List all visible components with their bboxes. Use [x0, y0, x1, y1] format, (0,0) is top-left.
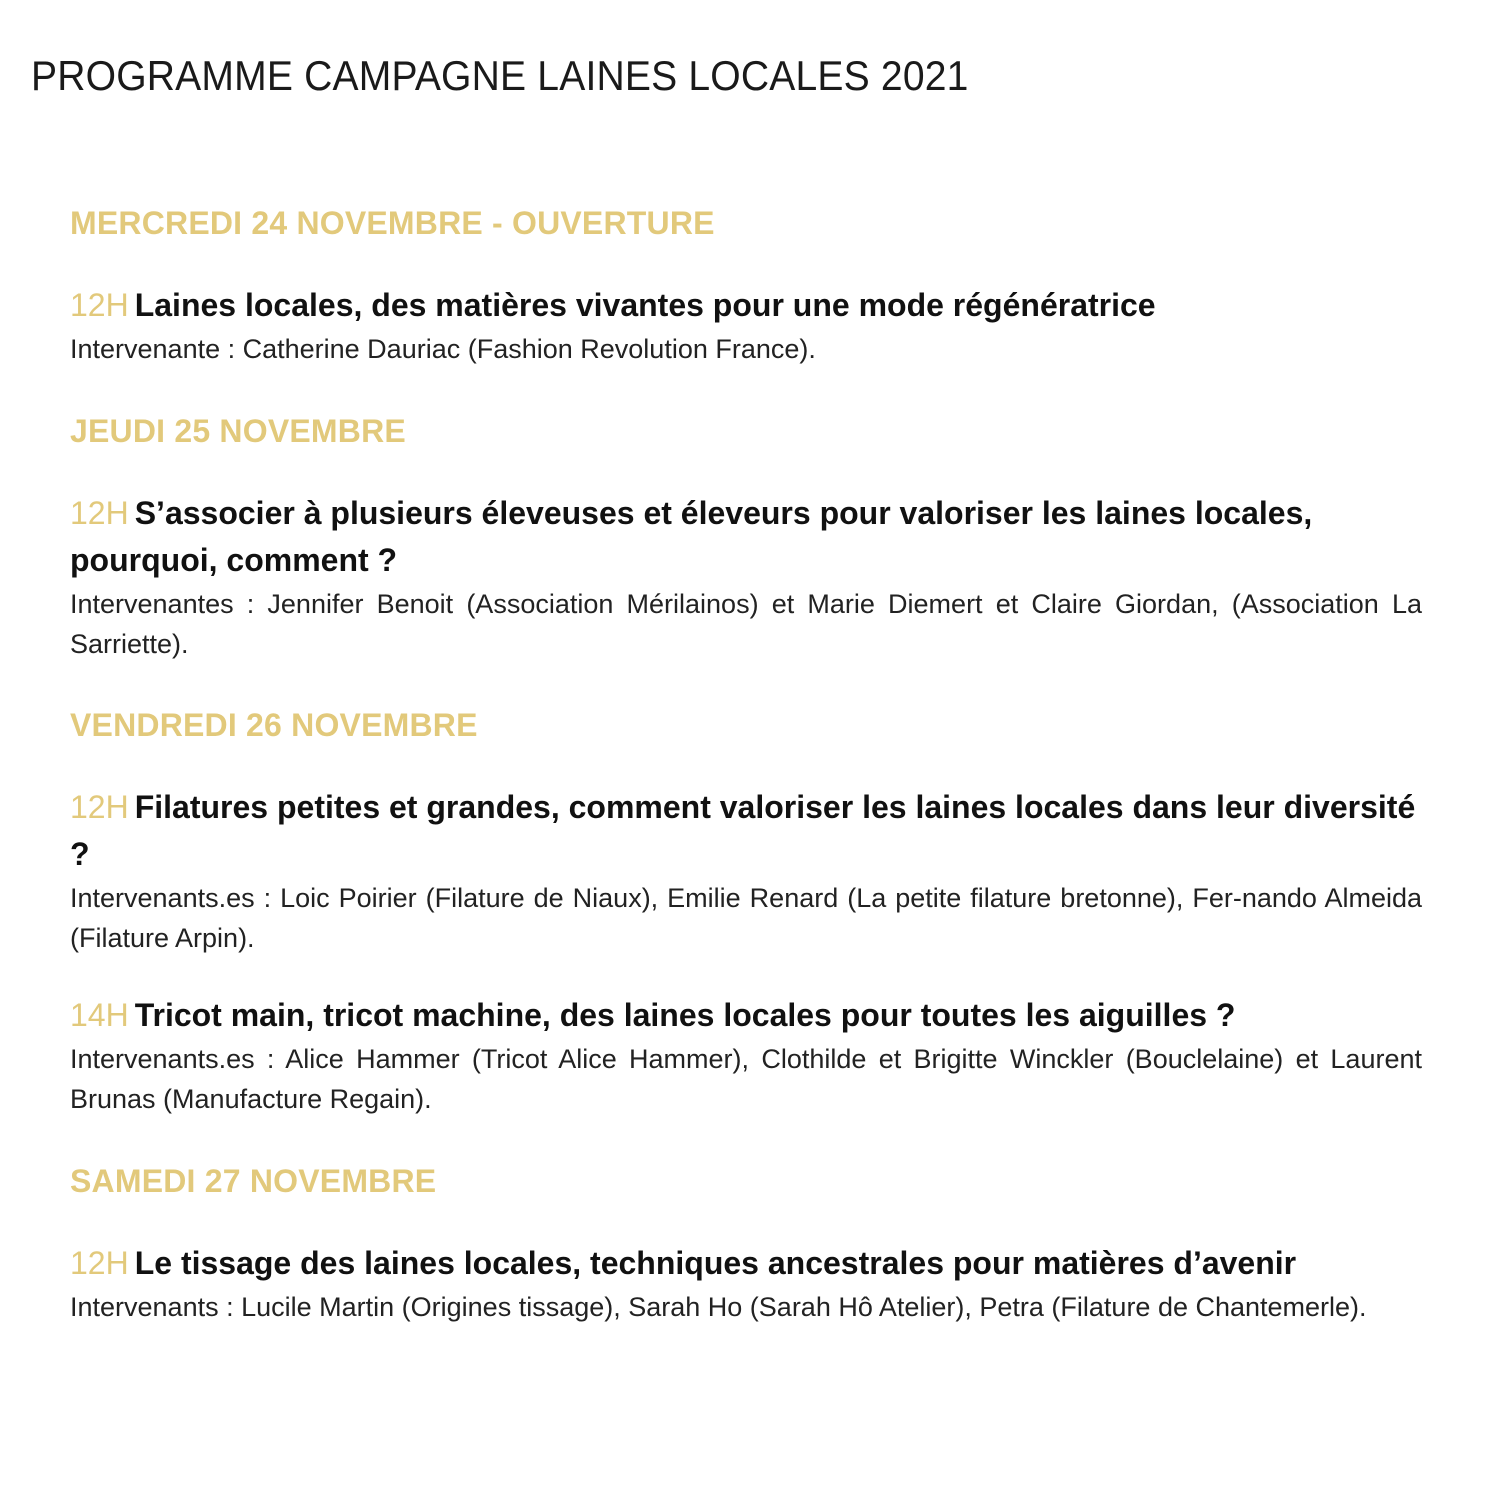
page-title: PROGRAMME CAMPAGNE LAINES LOCALES 2021: [31, 52, 969, 99]
day-heading-wednesday: MERCREDI 24 NOVEMBRE - OUVERTURE: [70, 205, 715, 241]
session-time: 14H: [70, 997, 129, 1033]
session-title: Le tissage des laines locales, techniques ancestrales pour matières d’avenir: [134, 1245, 1297, 1281]
session-time: 12H: [70, 1245, 129, 1281]
session-title: Tricot main, tricot machine, des laines locales pour toutes les aiguilles ?: [134, 997, 1236, 1033]
session-title-line: [70, 992, 1422, 1039]
session-speakers: Intervenante : Catherine Dauriac (Fashion Revolution France).: [70, 334, 816, 364]
session-item: [70, 490, 1422, 664]
session-speakers: Intervenants.es : Alice Hammer (Tricot Alice Hammer), Clothilde et Brigitte Winckler (Bouclelaine) et Laurent Brunas (Manufacture Regain).: [70, 1044, 1422, 1114]
session-speakers: Intervenants : Lucile Martin (Origines tissage), Sarah Ho (Sarah Hô Atelier), Petra (Filature de Chantemerle).: [70, 1292, 1367, 1322]
day-heading-friday: VENDREDI 26 NOVEMBRE: [70, 707, 478, 743]
session-title-line: [70, 490, 1422, 584]
session-title-line: [70, 282, 1422, 329]
session-title-line: [70, 1240, 1422, 1287]
day-heading-saturday: SAMEDI 27 NOVEMBRE: [70, 1163, 437, 1199]
session-item: [70, 784, 1422, 958]
session-title-line: [70, 784, 1422, 878]
session-title: S’associer à plusieurs éleveuses et éleveurs pour valoriser les laines locales, pourquoi, comment ?: [70, 495, 1313, 578]
session-speakers: Intervenants.es : Loic Poirier (Filature de Niaux), Emilie Renard (La petite filature bretonne), Fer-nando Almeida (Filature Arpin).: [70, 883, 1422, 953]
session-item: [70, 992, 1422, 1119]
session-speakers: Intervenantes : Jennifer Benoit (Association Mérilainos) et Marie Diemert et Claire Giordan, (Association La Sarriette).: [70, 589, 1422, 659]
session-time: 12H: [70, 789, 129, 825]
session-time: 12H: [70, 495, 129, 531]
session-title: Laines locales, des matières vivantes pour une mode régénératrice: [134, 287, 1156, 323]
day-heading-thursday: JEUDI 25 NOVEMBRE: [70, 413, 406, 449]
session-time: 12H: [70, 287, 129, 323]
session-title: Filatures petites et grandes, comment valoriser les laines locales dans leur diversité ?: [70, 789, 1416, 872]
session-item: [70, 1240, 1422, 1327]
session-item: [70, 282, 1422, 369]
